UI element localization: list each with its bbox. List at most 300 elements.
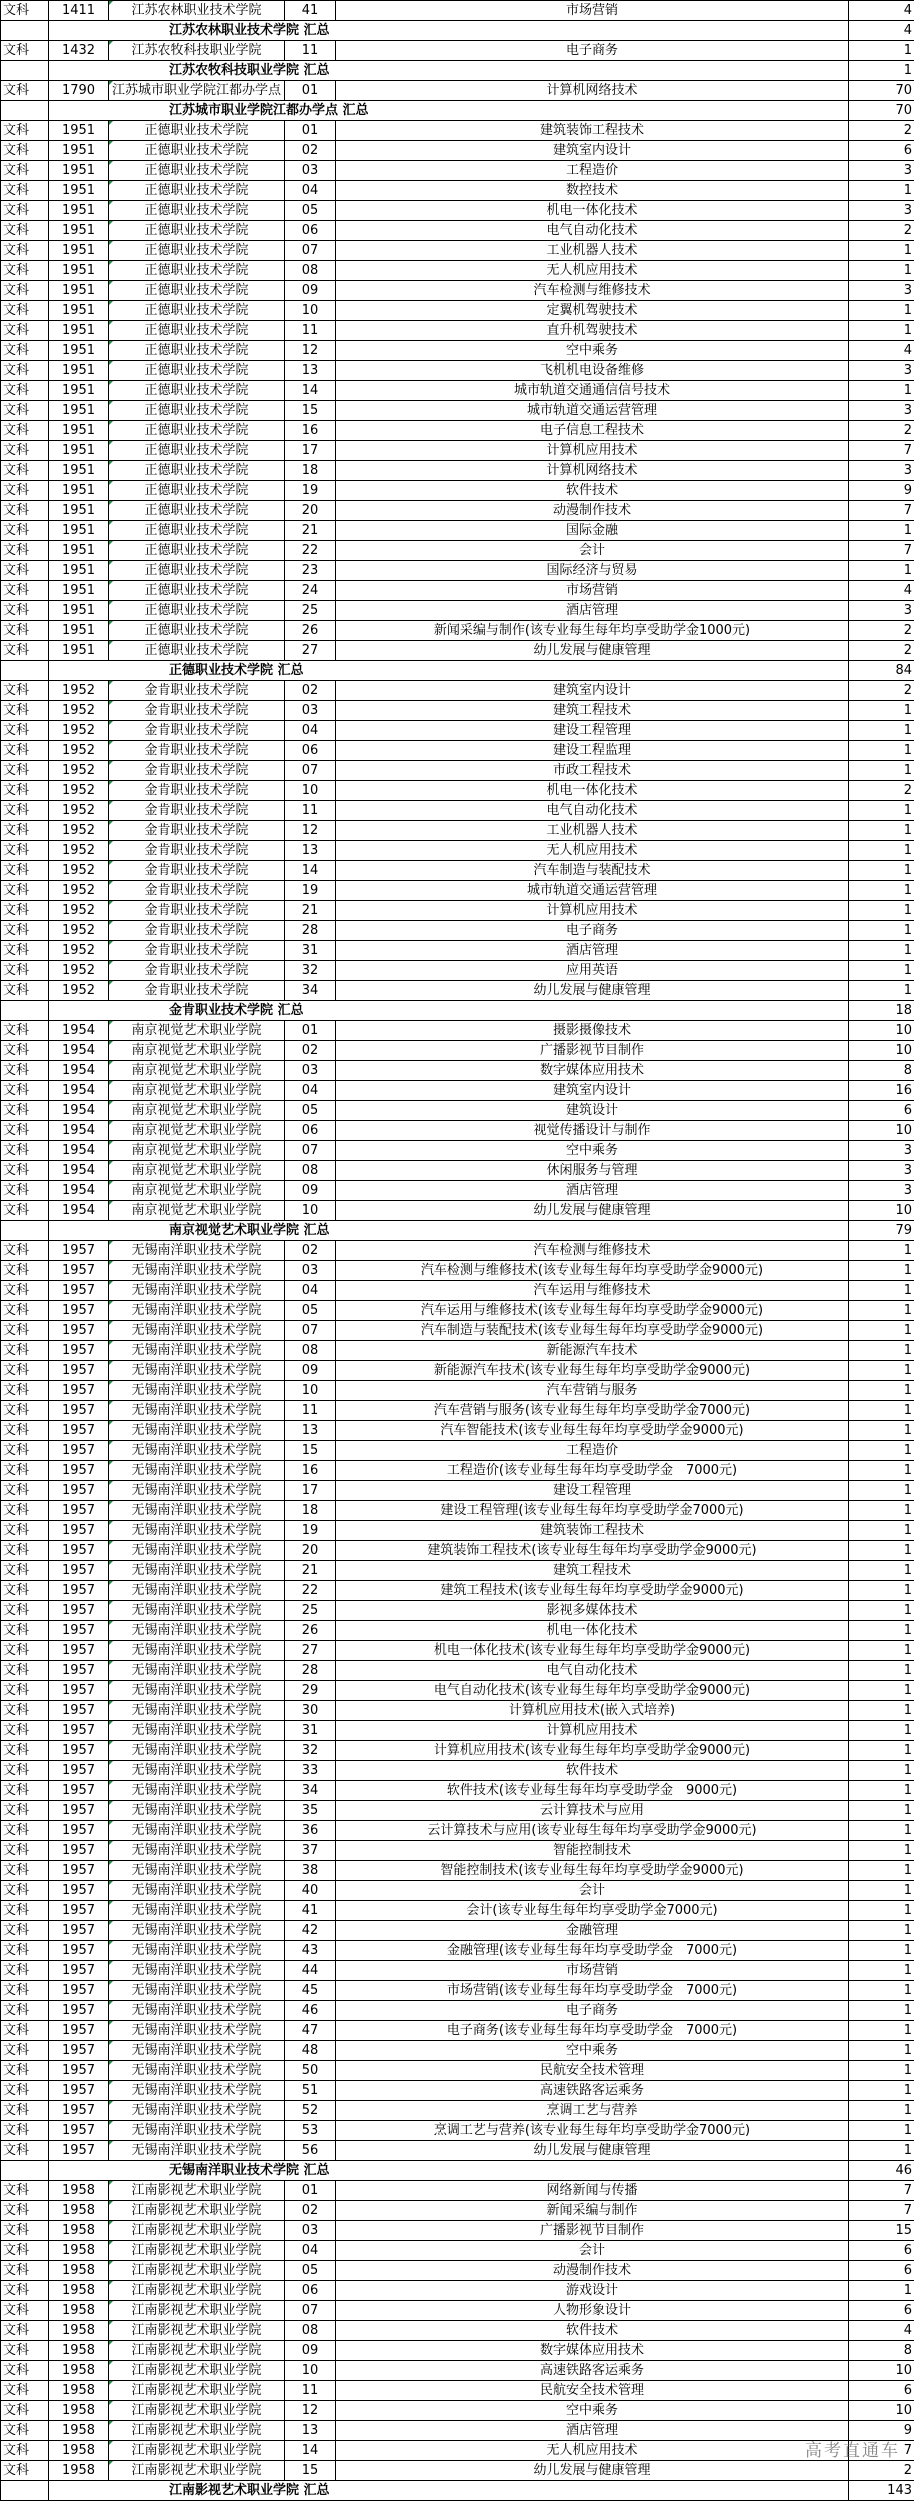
category-cell: 文科 — [1, 1021, 49, 1041]
quota-cell: 6 — [849, 2301, 914, 2321]
major-code-cell: 15 — [285, 401, 336, 421]
category-cell: 文科 — [1, 2321, 49, 2341]
table-row — [1, 861, 914, 881]
table-row — [1, 161, 914, 181]
quota-cell: 1 — [849, 2081, 914, 2101]
school-name-cell: 金肯职业技术学院 — [109, 761, 285, 781]
table-row — [1, 801, 914, 821]
category-cell: 文科 — [1, 2241, 49, 2261]
summary-label: 江南影视艺术职业学院 汇总 — [49, 2481, 849, 2501]
blank-cell — [1, 21, 49, 41]
category-cell: 文科 — [1, 821, 49, 841]
category-cell: 文科 — [1, 1621, 49, 1641]
quota-cell: 1 — [849, 1581, 914, 1601]
school-code-cell: 1957 — [49, 1681, 109, 1701]
school-code-cell: 1957 — [49, 1381, 109, 1401]
school-name-cell: 无锡南洋职业技术学院 — [109, 1941, 285, 1961]
quota-cell: 1 — [849, 2281, 914, 2301]
table-row — [1, 201, 914, 221]
school-code-cell: 1952 — [49, 681, 109, 701]
quota-cell: 1 — [849, 1841, 914, 1861]
table-row — [1, 721, 914, 741]
major-name-cell: 会计 — [336, 1881, 849, 1901]
table-row — [1, 2441, 914, 2461]
school-code-cell: 1958 — [49, 2201, 109, 2221]
major-name-cell: 高速铁路客运乘务 — [336, 2081, 849, 2101]
school-code-cell: 1951 — [49, 441, 109, 461]
school-name-cell: 无锡南洋职业技术学院 — [109, 2141, 285, 2161]
quota-cell: 1 — [849, 241, 914, 261]
table-row — [1, 941, 914, 961]
school-code-cell: 1954 — [49, 1141, 109, 1161]
school-name-cell: 江南影视艺术职业学院 — [109, 2401, 285, 2421]
table-row — [1, 1121, 914, 1141]
school-name-cell: 无锡南洋职业技术学院 — [109, 1481, 285, 1501]
category-cell: 文科 — [1, 401, 49, 421]
table-row — [1, 141, 914, 161]
major-code-cell: 13 — [285, 2421, 336, 2441]
category-cell: 文科 — [1, 1421, 49, 1441]
category-cell: 文科 — [1, 1341, 49, 1361]
major-name-cell: 应用英语 — [336, 961, 849, 981]
quota-cell: 1 — [849, 1721, 914, 1741]
category-cell: 文科 — [1, 901, 49, 921]
quota-cell: 1 — [849, 1641, 914, 1661]
table-row — [1, 761, 914, 781]
school-name-cell: 正德职业技术学院 — [109, 281, 285, 301]
major-code-cell: 46 — [285, 2001, 336, 2021]
major-code-cell: 03 — [285, 701, 336, 721]
school-code-cell: 1957 — [49, 1561, 109, 1581]
table-row — [1, 1741, 914, 1761]
quota-cell: 10 — [849, 2401, 914, 2421]
school-name-cell: 南京视觉艺术职业学院 — [109, 1081, 285, 1101]
major-name-cell: 金融管理(该专业每生每年均享受助学金 7000元) — [336, 1941, 849, 1961]
school-code-cell: 1951 — [49, 281, 109, 301]
school-name-cell: 正德职业技术学院 — [109, 601, 285, 621]
major-name-cell: 酒店管理 — [336, 2421, 849, 2441]
quota-cell: 1 — [849, 1961, 914, 1981]
quota-cell: 9 — [849, 481, 914, 501]
quota-cell: 2 — [849, 2461, 914, 2481]
quota-cell: 3 — [849, 401, 914, 421]
major-code-cell: 11 — [285, 801, 336, 821]
category-cell: 文科 — [1, 2261, 49, 2281]
category-cell: 文科 — [1, 981, 49, 1001]
quota-cell: 7 — [849, 541, 914, 561]
school-name-cell: 金肯职业技术学院 — [109, 821, 285, 841]
school-name-cell: 无锡南洋职业技术学院 — [109, 1741, 285, 1761]
school-code-cell: 1957 — [49, 1321, 109, 1341]
category-cell: 文科 — [1, 1381, 49, 1401]
major-name-cell: 烹调工艺与营养(该专业每生每年均享受助学金7000元) — [336, 2121, 849, 2141]
major-name-cell: 建筑工程技术 — [336, 1561, 849, 1581]
quota-cell: 1 — [849, 981, 914, 1001]
major-name-cell: 软件技术 — [336, 2321, 849, 2341]
category-cell: 文科 — [1, 201, 49, 221]
major-code-cell: 03 — [285, 1261, 336, 1281]
blank-cell — [1, 1221, 49, 1241]
major-name-cell: 市场营销 — [336, 1, 849, 21]
table-row — [1, 2201, 914, 2221]
school-name-cell: 南京视觉艺术职业学院 — [109, 1201, 285, 1221]
school-code-cell: 1958 — [49, 2321, 109, 2341]
major-name-cell: 建筑工程技术 — [336, 701, 849, 721]
major-code-cell: 33 — [285, 1761, 336, 1781]
major-name-cell: 工业机器人技术 — [336, 241, 849, 261]
major-code-cell: 06 — [285, 741, 336, 761]
major-name-cell: 定翼机驾驶技术 — [336, 301, 849, 321]
school-code-cell: 1957 — [49, 2021, 109, 2041]
table-row — [1, 2341, 914, 2361]
quota-cell: 6 — [849, 1101, 914, 1121]
major-code-cell: 30 — [285, 1701, 336, 1721]
school-code-cell: 1957 — [49, 2001, 109, 2021]
major-code-cell: 13 — [285, 841, 336, 861]
school-name-cell: 无锡南洋职业技术学院 — [109, 2021, 285, 2041]
category-cell: 文科 — [1, 1881, 49, 1901]
major-code-cell: 10 — [285, 781, 336, 801]
major-code-cell: 18 — [285, 1501, 336, 1521]
major-name-cell: 影视多媒体技术 — [336, 1601, 849, 1621]
quota-cell: 1 — [849, 1561, 914, 1581]
major-name-cell: 建设工程管理(该专业每生每年均享受助学金7000元) — [336, 1501, 849, 1521]
table-row — [1, 241, 914, 261]
major-code-cell: 02 — [285, 1041, 336, 1061]
category-cell: 文科 — [1, 781, 49, 801]
table-row — [1, 221, 914, 241]
major-code-cell: 08 — [285, 1341, 336, 1361]
summary-row — [1, 1001, 914, 1021]
major-name-cell: 汽车检测与维修技术(该专业每生每年均享受助学金9000元) — [336, 1261, 849, 1281]
table-row — [1, 1141, 914, 1161]
quota-cell: 10 — [849, 1041, 914, 1061]
school-name-cell: 正德职业技术学院 — [109, 301, 285, 321]
school-name-cell: 无锡南洋职业技术学院 — [109, 2101, 285, 2121]
table-row — [1, 381, 914, 401]
major-name-cell: 电气自动化技术 — [336, 1661, 849, 1681]
major-code-cell: 44 — [285, 1961, 336, 1981]
quota-cell: 3 — [849, 461, 914, 481]
school-name-cell: 江南影视艺术职业学院 — [109, 2421, 285, 2441]
major-name-cell: 机电一体化技术 — [336, 781, 849, 801]
category-cell: 文科 — [1, 481, 49, 501]
major-code-cell: 04 — [285, 1081, 336, 1101]
major-name-cell: 软件技术 — [336, 1761, 849, 1781]
school-code-cell: 1957 — [49, 1481, 109, 1501]
table-row — [1, 701, 914, 721]
table-row — [1, 2241, 914, 2261]
school-name-cell: 南京视觉艺术职业学院 — [109, 1061, 285, 1081]
table-row — [1, 961, 914, 981]
table-row — [1, 81, 914, 101]
school-code-cell: 1951 — [49, 341, 109, 361]
major-name-cell: 建筑设计 — [336, 1101, 849, 1121]
category-cell: 文科 — [1, 1901, 49, 1921]
major-code-cell: 01 — [285, 1021, 336, 1041]
table-row — [1, 2301, 914, 2321]
major-name-cell: 建筑装饰工程技术(该专业每生每年均享受助学金9000元) — [336, 1541, 849, 1561]
major-code-cell: 07 — [285, 241, 336, 261]
major-code-cell: 08 — [285, 2321, 336, 2341]
major-name-cell: 电气自动化技术(该专业每生每年均享受助学金9000元) — [336, 1681, 849, 1701]
quota-cell: 10 — [849, 2361, 914, 2381]
major-code-cell: 06 — [285, 1121, 336, 1141]
major-name-cell: 汽车制造与装配技术 — [336, 861, 849, 881]
school-name-cell: 无锡南洋职业技术学院 — [109, 1401, 285, 1421]
major-name-cell: 酒店管理 — [336, 941, 849, 961]
category-cell: 文科 — [1, 2101, 49, 2121]
major-name-cell: 机电一体化技术(该专业每生每年均享受助学金9000元) — [336, 1641, 849, 1661]
quota-cell: 7 — [849, 2181, 914, 2201]
major-code-cell: 34 — [285, 1781, 336, 1801]
school-code-cell: 1951 — [49, 561, 109, 581]
major-name-cell: 建设工程监理 — [336, 741, 849, 761]
school-name-cell: 正德职业技术学院 — [109, 501, 285, 521]
quota-cell: 4 — [849, 1, 914, 21]
major-code-cell: 05 — [285, 1101, 336, 1121]
table-row — [1, 841, 914, 861]
school-code-cell: 1952 — [49, 981, 109, 1001]
school-name-cell: 南京视觉艺术职业学院 — [109, 1021, 285, 1041]
school-name-cell: 江南影视艺术职业学院 — [109, 2221, 285, 2241]
major-name-cell: 飞机机电设备维修 — [336, 361, 849, 381]
major-code-cell: 07 — [285, 761, 336, 781]
category-cell: 文科 — [1, 341, 49, 361]
table-row — [1, 1341, 914, 1361]
quota-cell: 4 — [849, 2321, 914, 2341]
school-name-cell: 金肯职业技术学院 — [109, 681, 285, 701]
school-code-cell: 1958 — [49, 2341, 109, 2361]
school-code-cell: 1951 — [49, 261, 109, 281]
school-code-cell: 1957 — [49, 1241, 109, 1261]
major-code-cell: 14 — [285, 861, 336, 881]
summary-row — [1, 2481, 914, 2501]
category-cell: 文科 — [1, 1981, 49, 2001]
major-name-cell: 计算机应用技术(该专业每生每年均享受助学金9000元) — [336, 1741, 849, 1761]
major-name-cell: 会计 — [336, 541, 849, 561]
table-row — [1, 481, 914, 501]
quota-cell: 1 — [849, 761, 914, 781]
quota-cell: 6 — [849, 2261, 914, 2281]
table-row — [1, 41, 914, 61]
major-name-cell: 工业机器人技术 — [336, 821, 849, 841]
major-name-cell: 广播影视节目制作 — [336, 1041, 849, 1061]
school-code-cell: 1952 — [49, 821, 109, 841]
table-row — [1, 1401, 914, 1421]
quota-cell: 1 — [849, 1601, 914, 1621]
major-name-cell: 智能控制技术(该专业每生每年均享受助学金9000元) — [336, 1861, 849, 1881]
quota-cell: 7 — [849, 2441, 914, 2461]
school-name-cell: 金肯职业技术学院 — [109, 801, 285, 821]
school-code-cell: 1957 — [49, 1301, 109, 1321]
quota-cell: 1 — [849, 1481, 914, 1501]
category-cell: 文科 — [1, 1261, 49, 1281]
major-name-cell: 市政工程技术 — [336, 761, 849, 781]
category-cell: 文科 — [1, 1561, 49, 1581]
major-name-cell: 市场营销 — [336, 1961, 849, 1981]
school-code-cell: 1957 — [49, 1861, 109, 1881]
major-code-cell: 37 — [285, 1841, 336, 1861]
school-code-cell: 1951 — [49, 161, 109, 181]
major-name-cell: 直升机驾驶技术 — [336, 321, 849, 341]
major-name-cell: 新能源汽车技术(该专业每生每年均享受助学金9000元) — [336, 1361, 849, 1381]
school-code-cell: 1957 — [49, 2121, 109, 2141]
school-code-cell: 1954 — [49, 1181, 109, 1201]
school-code-cell: 1958 — [49, 2461, 109, 2481]
major-code-cell: 36 — [285, 1821, 336, 1841]
major-code-cell: 21 — [285, 1561, 336, 1581]
table-row — [1, 561, 914, 581]
school-code-cell: 1951 — [49, 201, 109, 221]
table-row — [1, 301, 914, 321]
major-code-cell: 21 — [285, 521, 336, 541]
major-name-cell: 电子商务 — [336, 921, 849, 941]
school-name-cell: 正德职业技术学院 — [109, 161, 285, 181]
school-name-cell: 江南影视艺术职业学院 — [109, 2441, 285, 2461]
summary-total: 18 — [849, 1001, 914, 1021]
major-code-cell: 17 — [285, 441, 336, 461]
school-code-cell: 1957 — [49, 2081, 109, 2101]
category-cell: 文科 — [1, 1821, 49, 1841]
major-name-cell: 城市轨道交通通信信号技术 — [336, 381, 849, 401]
quota-cell: 2 — [849, 121, 914, 141]
table-row — [1, 1981, 914, 2001]
major-code-cell: 08 — [285, 1161, 336, 1181]
major-name-cell: 广播影视节目制作 — [336, 2221, 849, 2241]
school-code-cell: 1951 — [49, 541, 109, 561]
school-code-cell: 1952 — [49, 721, 109, 741]
major-name-cell: 电气自动化技术 — [336, 221, 849, 241]
major-code-cell: 14 — [285, 2441, 336, 2461]
major-code-cell: 53 — [285, 2121, 336, 2141]
quota-cell: 10 — [849, 1021, 914, 1041]
category-cell: 文科 — [1, 1641, 49, 1661]
school-code-cell: 1957 — [49, 1581, 109, 1601]
table-row — [1, 1241, 914, 1261]
table-row — [1, 2461, 914, 2481]
major-code-cell: 45 — [285, 1981, 336, 2001]
quota-cell: 1 — [849, 41, 914, 61]
school-name-cell: 无锡南洋职业技术学院 — [109, 1861, 285, 1881]
major-code-cell: 08 — [285, 261, 336, 281]
school-name-cell: 南京视觉艺术职业学院 — [109, 1101, 285, 1121]
table-row — [1, 2421, 914, 2441]
major-code-cell: 32 — [285, 961, 336, 981]
major-name-cell: 空中乘务 — [336, 1141, 849, 1161]
table-row — [1, 261, 914, 281]
major-code-cell: 04 — [285, 181, 336, 201]
school-name-cell: 无锡南洋职业技术学院 — [109, 1421, 285, 1441]
category-cell: 文科 — [1, 1521, 49, 1541]
major-code-cell: 47 — [285, 2021, 336, 2041]
quota-cell: 1 — [849, 801, 914, 821]
category-cell: 文科 — [1, 881, 49, 901]
table-row — [1, 1021, 914, 1041]
table-row — [1, 2001, 914, 2021]
school-name-cell: 无锡南洋职业技术学院 — [109, 1561, 285, 1581]
school-code-cell: 1957 — [49, 1921, 109, 1941]
major-name-cell: 国际经济与贸易 — [336, 561, 849, 581]
table-row — [1, 1801, 914, 1821]
major-code-cell: 26 — [285, 621, 336, 641]
major-code-cell: 43 — [285, 1941, 336, 1961]
category-cell: 文科 — [1, 441, 49, 461]
school-name-cell: 无锡南洋职业技术学院 — [109, 1581, 285, 1601]
table-row — [1, 1541, 914, 1561]
table-row — [1, 1421, 914, 1441]
table-row — [1, 2181, 914, 2201]
major-name-cell: 建设工程管理 — [336, 721, 849, 741]
major-code-cell: 05 — [285, 1301, 336, 1321]
school-code-cell: 1957 — [49, 1541, 109, 1561]
school-code-cell: 1957 — [49, 1341, 109, 1361]
quota-cell: 1 — [849, 1441, 914, 1461]
school-name-cell: 无锡南洋职业技术学院 — [109, 1841, 285, 1861]
school-code-cell: 1957 — [49, 1361, 109, 1381]
school-name-cell: 正德职业技术学院 — [109, 401, 285, 421]
table-row — [1, 181, 914, 201]
school-name-cell: 金肯职业技术学院 — [109, 981, 285, 1001]
table-row — [1, 1481, 914, 1501]
school-name-cell: 正德职业技术学院 — [109, 121, 285, 141]
school-name-cell: 无锡南洋职业技术学院 — [109, 1921, 285, 1941]
major-code-cell: 12 — [285, 2401, 336, 2421]
category-cell: 文科 — [1, 381, 49, 401]
school-code-cell: 1957 — [49, 2101, 109, 2121]
school-code-cell: 1951 — [49, 221, 109, 241]
major-name-cell: 机电一体化技术 — [336, 1621, 849, 1641]
major-code-cell: 25 — [285, 1601, 336, 1621]
quota-cell: 3 — [849, 161, 914, 181]
school-name-cell: 南京视觉艺术职业学院 — [109, 1161, 285, 1181]
major-name-cell: 无人机应用技术 — [336, 2441, 849, 2461]
table-row — [1, 621, 914, 641]
school-code-cell: 1951 — [49, 581, 109, 601]
category-cell: 文科 — [1, 301, 49, 321]
major-name-cell: 人物形象设计 — [336, 2301, 849, 2321]
school-name-cell: 江南影视艺术职业学院 — [109, 2461, 285, 2481]
category-cell: 文科 — [1, 281, 49, 301]
table-row — [1, 601, 914, 621]
table-row — [1, 1641, 914, 1661]
category-cell: 文科 — [1, 81, 49, 101]
category-cell: 文科 — [1, 601, 49, 621]
school-name-cell: 无锡南洋职业技术学院 — [109, 1981, 285, 2001]
category-cell: 文科 — [1, 1681, 49, 1701]
major-name-cell: 电气自动化技术 — [336, 801, 849, 821]
school-name-cell: 正德职业技术学院 — [109, 561, 285, 581]
category-cell: 文科 — [1, 961, 49, 981]
quota-cell: 1 — [849, 1361, 914, 1381]
major-code-cell: 22 — [285, 1581, 336, 1601]
major-code-cell: 19 — [285, 881, 336, 901]
quota-cell: 1 — [849, 1901, 914, 1921]
quota-cell: 2 — [849, 621, 914, 641]
category-cell: 文科 — [1, 1081, 49, 1101]
quota-cell: 1 — [849, 1401, 914, 1421]
major-code-cell: 40 — [285, 1881, 336, 1901]
quota-cell: 1 — [849, 901, 914, 921]
major-name-cell: 云计算技术与应用 — [336, 1801, 849, 1821]
school-name-cell: 江南影视艺术职业学院 — [109, 2281, 285, 2301]
school-name-cell: 江南影视艺术职业学院 — [109, 2381, 285, 2401]
school-name-cell: 正德职业技术学院 — [109, 361, 285, 381]
category-cell: 文科 — [1, 701, 49, 721]
major-code-cell: 03 — [285, 1061, 336, 1081]
table-row — [1, 1941, 914, 1961]
major-code-cell: 11 — [285, 2381, 336, 2401]
